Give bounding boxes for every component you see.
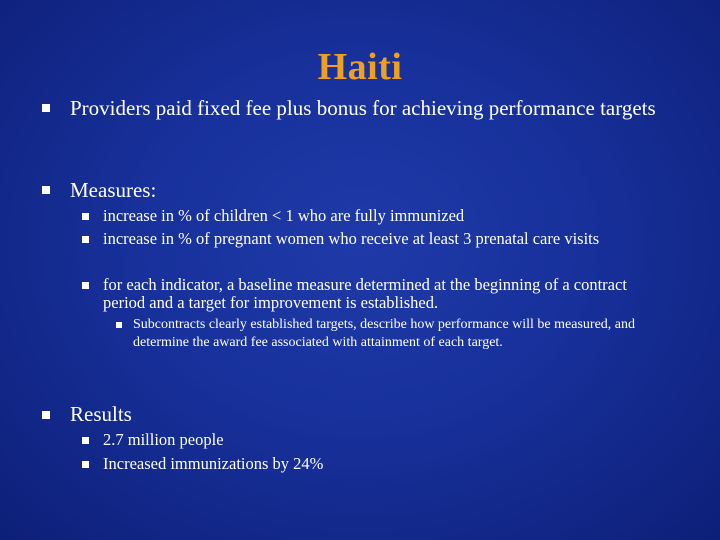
slide-title: Haiti <box>317 46 403 88</box>
square-bullet-icon <box>82 213 89 220</box>
square-bullet-icon <box>82 236 89 243</box>
bullet-text: Measures: <box>70 178 157 202</box>
square-bullet-icon <box>82 437 89 444</box>
square-bullet-icon <box>42 411 50 419</box>
bullet-text: increase in % of children < 1 who are fully immunized <box>103 206 465 225</box>
square-bullet-icon <box>82 282 89 289</box>
square-bullet-icon <box>42 104 50 112</box>
bullet-text: 2.7 million people <box>103 430 224 449</box>
bullet-text: increase in % of pregnant women who receive at least 3 prenatal care visits <box>103 229 600 248</box>
bullet-text: Increased immunizations by 24% <box>103 454 324 473</box>
bullet-text: Subcontracts clearly established targets, describe how performance will be measured, and determine the award fee associated with attainment of each target. <box>133 317 636 350</box>
bullet-text: for each indicator, a baseline measure determined at the beginning of a contract period and a target for improvement is established. <box>103 275 627 312</box>
square-bullet-icon <box>82 461 89 468</box>
square-bullet-icon <box>42 186 50 194</box>
bullet-text: Providers paid fixed fee plus bonus for achieving performance targets <box>70 96 656 120</box>
square-bullet-icon <box>116 322 122 328</box>
bullet-text: Results <box>70 402 132 426</box>
